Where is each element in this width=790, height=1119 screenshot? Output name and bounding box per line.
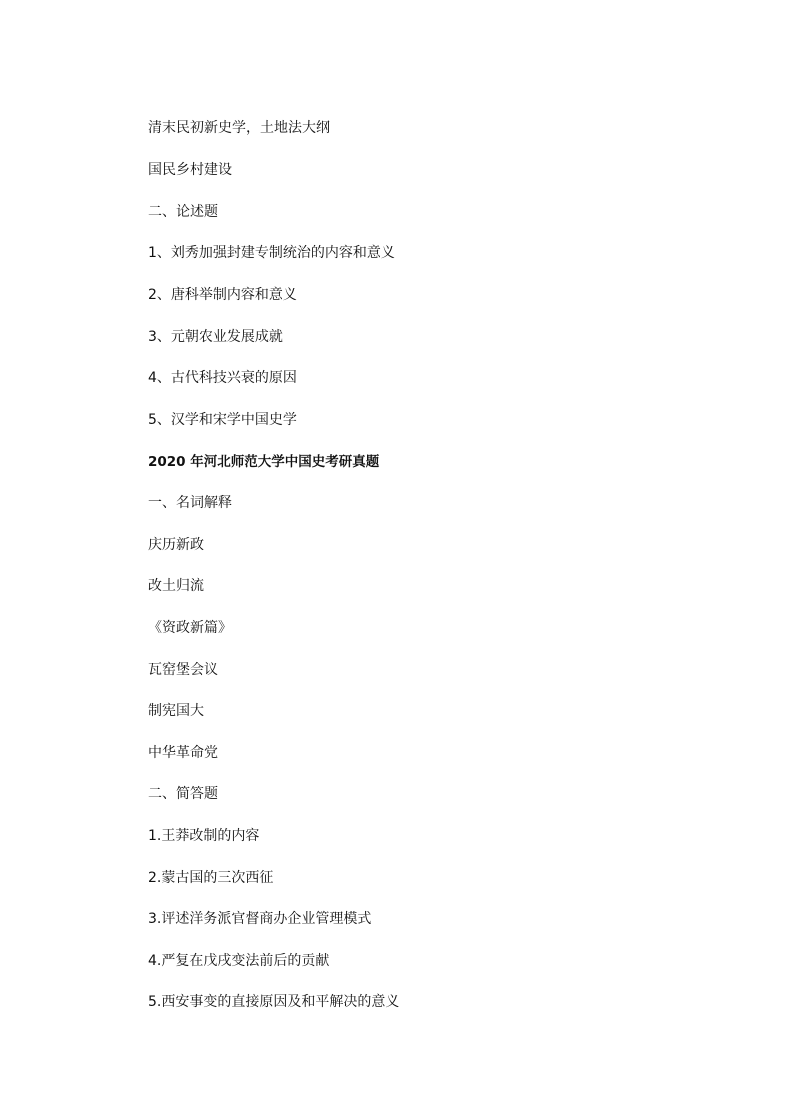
question-item: 2.蒙古国的三次西征 bbox=[148, 870, 274, 886]
question-item: 5.西安事变的直接原因及和平解决的意义 bbox=[148, 994, 400, 1010]
term-item: 制宪国大 bbox=[148, 703, 204, 719]
question-item: 4、古代科技兴衰的原因 bbox=[148, 370, 297, 386]
section-heading: 二、论述题 bbox=[148, 204, 218, 220]
term-item: 瓦窑堡会议 bbox=[148, 662, 218, 678]
question-item: 3、元朝农业发展成就 bbox=[148, 329, 283, 345]
question-item: 5、汉学和宋学中国史学 bbox=[148, 412, 297, 428]
term-item: 庆历新政 bbox=[148, 537, 204, 553]
question-item: 2、唐科举制内容和意义 bbox=[148, 287, 297, 303]
term-item: 《资政新篇》 bbox=[148, 620, 232, 636]
term-item: 改土归流 bbox=[148, 578, 204, 594]
section-heading: 一、名词解释 bbox=[148, 495, 232, 511]
question-item: 4.严复在戊戌变法前后的贡献 bbox=[148, 953, 330, 969]
exam-title: 2020 年河北师范大学中国史考研真题 bbox=[148, 454, 380, 470]
question-item: 1、刘秀加强封建专制统治的内容和意义 bbox=[148, 245, 395, 261]
question-item: 1.王莽改制的内容 bbox=[148, 828, 260, 844]
text-line: 国民乡村建设 bbox=[148, 162, 232, 178]
section-heading: 二、简答题 bbox=[148, 786, 218, 802]
text-line: 清末民初新史学，土地法大纲 bbox=[148, 120, 330, 136]
term-item: 中华革命党 bbox=[148, 745, 218, 761]
question-item: 3.评述洋务派官督商办企业管理模式 bbox=[148, 911, 372, 927]
